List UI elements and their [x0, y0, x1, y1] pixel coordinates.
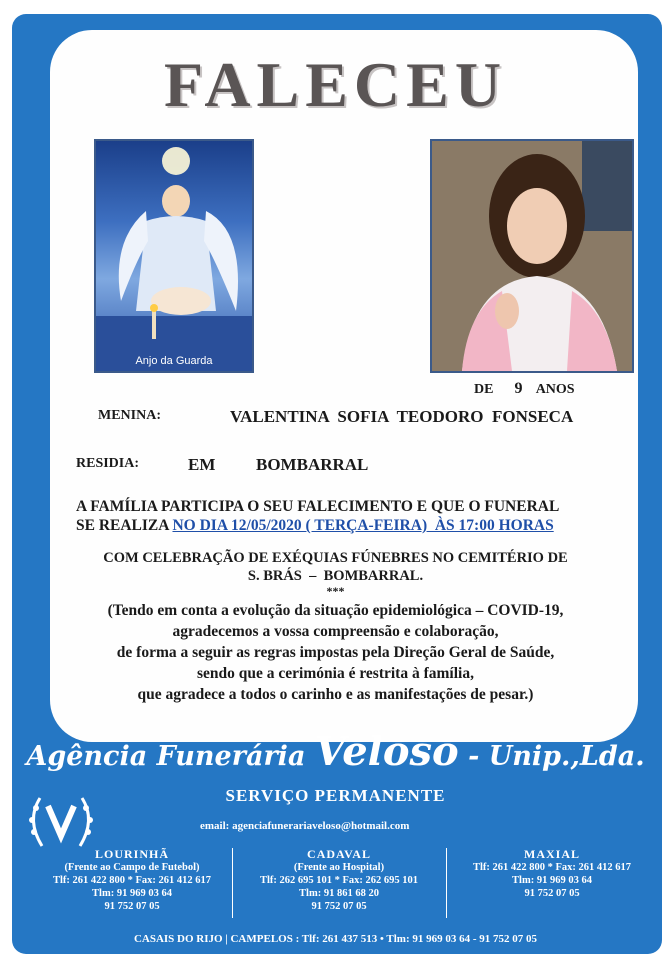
angel-caption: Anjo da Guarda — [135, 355, 213, 367]
office-lourinha — [34, 848, 230, 913]
ceremony-line1: COM CELEBRAÇÃO DE EXÉQUIAS FÚNEBRES NO CEMITÉRIO DE — [103, 550, 568, 566]
office-mobile: Tlm: 91 861 68 20 — [299, 888, 379, 899]
section-separator: *** — [326, 584, 345, 598]
agency-logo-icon — [20, 790, 102, 852]
office-phone: Tlf: 262 695 101 * Fax: 262 695 101 — [259, 875, 419, 886]
deceased-photo — [430, 139, 634, 373]
residence-label: RESIDIA: — [76, 456, 140, 471]
agency-name — [0, 728, 671, 775]
covid-note-line4: sendo que a cerimónia é restrita à família, — [197, 665, 474, 682]
covid-note-line3: de forma a seguir as regras impostas pela Direção Geral de Saúde, — [116, 644, 555, 661]
guardian-angel-image — [94, 139, 254, 373]
announcement-line1: A FAMÍLIA PARTICIPA O SEU FALECIMENTO E QUE O FUNERAL — [76, 498, 560, 515]
office-name: MAXIAL — [524, 847, 580, 861]
office-phone: Tlf: 261 422 800 * Fax: 261 412 617 — [472, 862, 632, 873]
office-note: (Frente ao Hospital) — [293, 862, 385, 873]
angel-illustration — [96, 141, 252, 371]
office-mobile: Tlm: 91 969 03 64 — [92, 888, 172, 899]
agency-brand: Veloso — [314, 728, 459, 775]
age-value: 9 — [514, 380, 523, 397]
page-title: FALECEU — [163, 49, 508, 120]
office-name: CADAVAL — [307, 847, 371, 861]
office-mobile: Tlm: 91 969 03 64 — [512, 875, 592, 886]
covid-note-line5: que agradece a todos o carinho e as manifestações de pesar.) — [137, 686, 534, 703]
office-maxial — [450, 848, 654, 900]
office-mobile-2: 91 752 07 05 — [311, 901, 367, 912]
age-prefix: DE — [474, 382, 494, 397]
column-divider — [446, 848, 447, 918]
announcement-prefix: SE REALIZA — [76, 517, 169, 534]
funeral-date-time: NO DIA 12/05/2020 ( TERÇA-FEIRA) ÀS 17:00 HORAS — [172, 517, 554, 534]
agency-email: email: agenciafunerariaveloso@hotmail.com — [200, 820, 410, 832]
office-cadaval — [236, 848, 442, 913]
deceased-label: MENINA: — [98, 408, 161, 423]
covid-note-line1: (Tendo em conta a evolução da situação epidemiológica – COVID-19, — [107, 602, 564, 619]
age-suffix: ANOS — [535, 382, 575, 397]
age-line — [474, 380, 575, 398]
agency-name-part1: Agência Funerária — [26, 741, 315, 772]
girl-portrait — [432, 141, 632, 371]
office-name: LOURINHÃ — [94, 847, 169, 861]
service-heading: SERVIÇO PERMANENTE — [225, 786, 446, 805]
footer-contacts: CASAIS DO RIJO | CAMPELOS : Tlf: 261 437 513 • Tlm: 91 969 03 64 - 91 752 07 05 — [133, 933, 538, 945]
office-note: (Frente ao Campo de Futebol) — [64, 862, 200, 873]
office-mobile-2: 91 752 07 05 — [104, 901, 160, 912]
announcement-line2 — [76, 517, 554, 535]
agency-name-part2: - Unip.,Lda. — [458, 741, 645, 772]
residence-prefix: EM — [188, 455, 216, 474]
column-divider — [232, 848, 233, 918]
office-mobile-2: 91 752 07 05 — [524, 888, 580, 899]
covid-note-line2: agradecemos a vossa compreensão e colaboração, — [172, 623, 499, 640]
office-phone: Tlf: 261 422 800 * Fax: 261 412 617 — [52, 875, 212, 886]
residence-place: BOMBARRAL — [256, 455, 369, 474]
deceased-name: VALENTINA SOFIA TEODORO FONSECA — [230, 407, 574, 426]
ceremony-line2: S. BRÁS – BOMBARRAL. — [247, 568, 424, 584]
